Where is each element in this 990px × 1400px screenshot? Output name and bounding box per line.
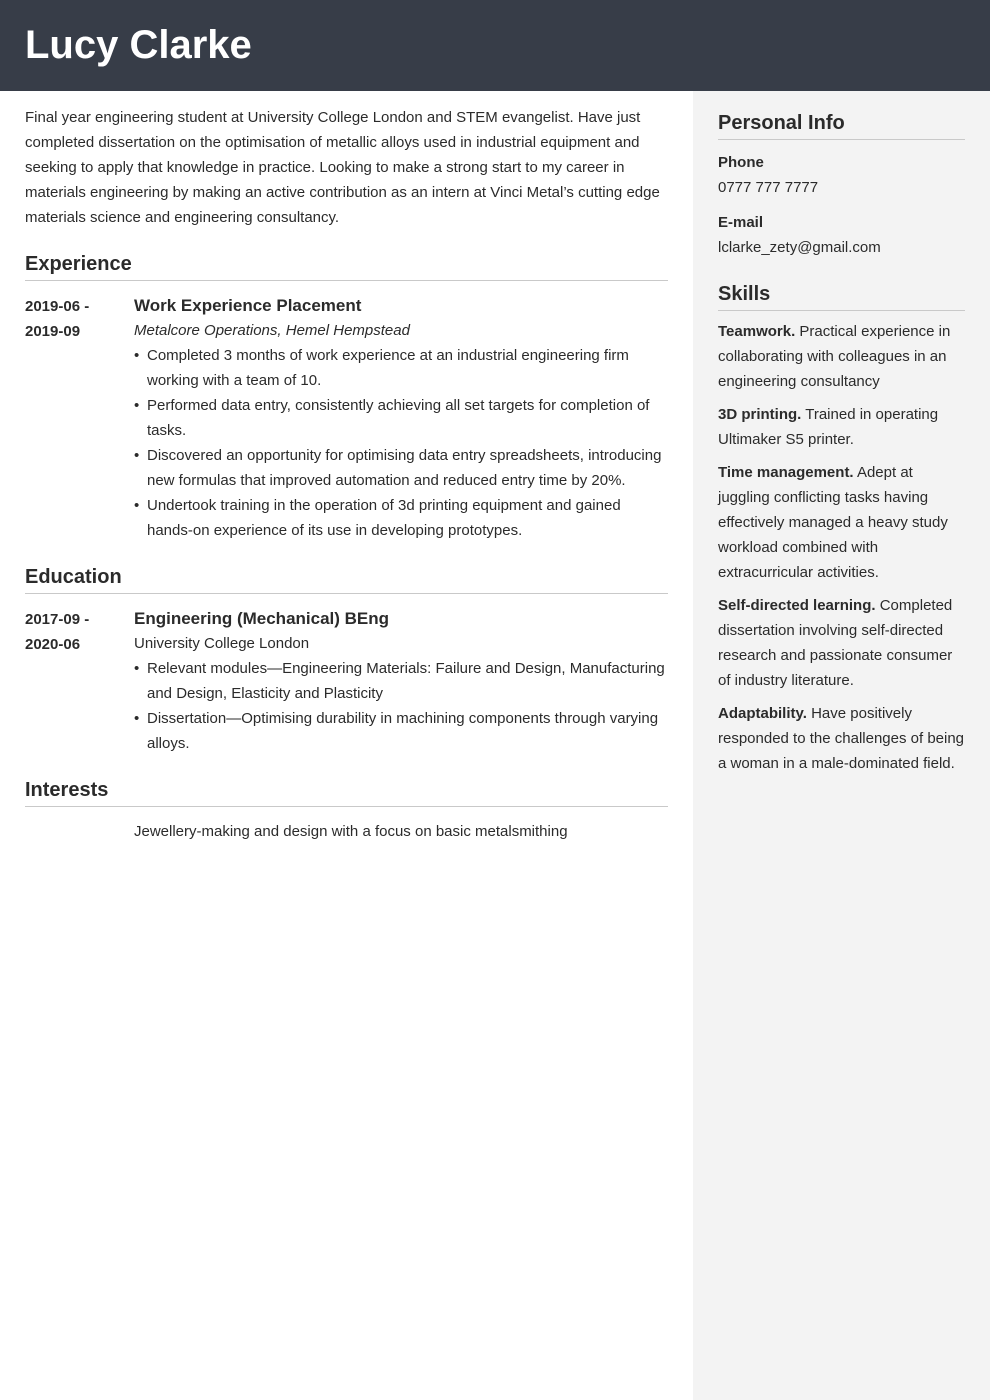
email-block	[718, 210, 965, 260]
skills-section	[718, 282, 965, 776]
skill-description: Trained in operating Ultimaker S5 printer.	[718, 406, 939, 448]
email-label: E-mail	[718, 214, 764, 231]
experience-entry	[25, 293, 668, 543]
list-item: • Undertook training in the operation of 3d printing equipment and gained hands-on experience of its use in developing prototypes.	[134, 493, 668, 543]
school-name: University College London	[134, 635, 310, 652]
email-value: lclarke_zety@gmail.com	[718, 239, 881, 256]
skill-name: Self-directed learning.	[718, 597, 876, 614]
personal-info-heading: Personal Info	[718, 111, 965, 140]
skill-name: 3D printing.	[718, 406, 802, 423]
main-column	[25, 105, 668, 844]
experience-heading: Experience	[25, 252, 668, 281]
skill-description: Completed dissertation involving self-directed research and passionate consumer of industry literature.	[718, 597, 953, 689]
degree-title: Engineering (Mechanical) BEng	[134, 609, 390, 628]
education-date-end: 2020-06	[25, 636, 81, 653]
skill-item	[718, 402, 965, 452]
phone-label: Phone	[718, 154, 764, 171]
experience-dates	[25, 293, 134, 543]
sidebar	[693, 91, 990, 1400]
education-date-start: 2017-09 -	[25, 611, 90, 628]
skill-item	[718, 460, 965, 585]
skills-heading: Skills	[718, 282, 965, 311]
skill-item	[718, 319, 965, 394]
job-title: Work Experience Placement	[134, 296, 362, 315]
resume-header	[0, 0, 990, 91]
phone-block	[718, 150, 965, 200]
interests-section	[25, 778, 668, 844]
list-item: • Completed 3 months of work experience at an industrial engineering firm working with a team of 10.	[134, 343, 668, 393]
list-item: • Performed data entry, consistently achieving all set targets for completion of tasks.	[134, 393, 668, 443]
experience-body	[134, 293, 668, 543]
skill-description: Practical experience in collaborating with colleagues in an engineering consultancy	[718, 323, 951, 390]
education-heading: Education	[25, 565, 668, 594]
profile-summary: Final year engineering student at University College London and STEM evangelist. Have just completed dissertation on the optimisation of metallic alloys used in industrial equipment and seeking to apply that knowledge in practice. Looking to make a strong start to my career in materials engineering by making an active contribution as an intern at Vinci Metal’s cutting edge materials science and engineering consultancy.	[25, 109, 660, 226]
education-dates	[25, 606, 134, 756]
candidate-name: Lucy Clarke	[25, 23, 252, 67]
experience-section	[25, 252, 668, 543]
list-item: • Relevant modules—Engineering Materials: Failure and Design, Manufacturing and Design, Elasticity and Plasticity	[134, 656, 668, 706]
skill-item	[718, 701, 965, 776]
skill-name: Time management.	[718, 464, 854, 481]
education-body	[134, 606, 668, 756]
skill-description: Have positively responded to the challenges of being a woman in a male-dominated field.	[718, 705, 965, 772]
skill-name: Teamwork.	[718, 323, 796, 340]
interests-text: Jewellery-making and design with a focus on basic metalsmithing	[134, 823, 568, 840]
experience-date-start: 2019-06 -	[25, 298, 90, 315]
education-entry	[25, 606, 668, 756]
interests-heading: Interests	[25, 778, 668, 807]
skill-item	[718, 593, 965, 693]
experience-bullets	[134, 343, 668, 543]
skill-name: Adaptability.	[718, 705, 807, 722]
company-location: Metalcore Operations, Hemel Hempstead	[134, 322, 410, 339]
list-item: • Discovered an opportunity for optimising data entry spreadsheets, introducing new formulas that improved automation and reduced entry time by 20%.	[134, 443, 668, 493]
skill-description: Adept at juggling conflicting tasks having effectively managed a heavy study workload combined with extracurricular activities.	[718, 464, 948, 581]
personal-info-section	[718, 111, 965, 260]
education-bullets	[134, 656, 668, 756]
education-section	[25, 565, 668, 756]
list-item: • Dissertation—Optimising durability in machining components through varying alloys.	[134, 706, 668, 756]
phone-value: 0777 777 7777	[718, 179, 819, 196]
experience-date-end: 2019-09	[25, 323, 81, 340]
